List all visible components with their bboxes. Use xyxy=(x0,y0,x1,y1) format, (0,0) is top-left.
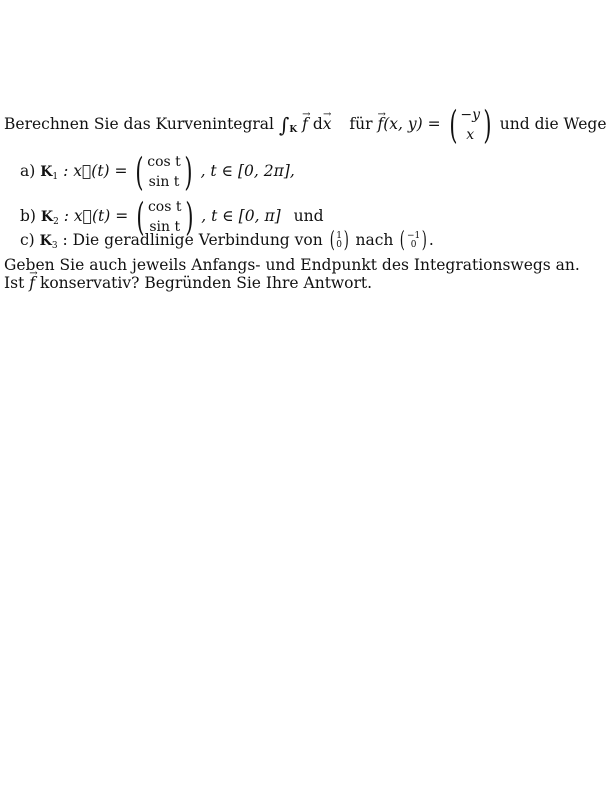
closing-line-1: Geben Sie auch jeweils Anfangs- und Endpunkt des Integrationswegs an. xyxy=(4,256,580,274)
item-b: b) $K_2$ : x⃗(t) = ( cos t sin t ) , t ∈ [0, π] und xyxy=(20,195,324,239)
item-label: b) xyxy=(20,207,36,225)
field-vector: −y x xyxy=(460,107,480,143)
vector-f: → f xyxy=(302,115,308,133)
task-intro-line: Berechnen Sie das Kurvenintegral $\int_K \to f$ d→ x für → f(x, y) = ( −y x ) und die Wege xyxy=(4,105,607,145)
vector-x: → x xyxy=(323,115,332,133)
param-range: , t ∈ [0, π] xyxy=(201,207,281,225)
param-range: , t ∈ [0, 2π], xyxy=(200,162,295,180)
item-c-text: : Die geradlinige Verbindung von xyxy=(62,231,323,249)
end-point: −1 0 xyxy=(406,231,421,250)
curve-param-lhs: : x⃗(t) = xyxy=(63,207,129,225)
differential-d: d xyxy=(312,115,323,133)
intro-suffix: und die Wege xyxy=(499,115,607,133)
curve-name: K xyxy=(40,209,54,225)
start-point: 1 0 xyxy=(336,231,342,250)
item-label: c) xyxy=(20,231,35,249)
curve-name: K xyxy=(39,233,52,249)
curve-index: 2 xyxy=(53,217,59,227)
closing-line-2: Ist → f konservativ? Begründen Sie Ihre Antwort. xyxy=(4,274,372,292)
item-c: c) $K_3$ : Die geradlinige Verbindung von ( 1 0 ) nach ( −1 0 ) . xyxy=(20,228,434,253)
integral-sign: ∫ xyxy=(278,113,290,137)
item-label: a) xyxy=(20,162,36,180)
curve-index: 1 xyxy=(52,172,59,182)
function-args: (x, y) = xyxy=(383,115,441,133)
fuer-word: für xyxy=(349,115,373,133)
nach-word: nach xyxy=(355,231,394,249)
curve-name: K xyxy=(40,164,53,180)
vector-f-def: → f xyxy=(377,115,383,133)
param-vector: cos t sin t xyxy=(147,199,182,235)
curve-param-lhs: : x⃗(t) = xyxy=(63,162,128,180)
item-a: a) $K_1$ : x⃗(t) = ( cos t sin t ) , t ∈ [0, 2π], xyxy=(20,150,295,194)
intro-prefix: Berechnen Sie das Kurvenintegral xyxy=(4,115,275,133)
param-vector: cos t sin t xyxy=(147,154,181,190)
integral-domain: K xyxy=(289,125,298,135)
curve-index: 3 xyxy=(51,241,58,251)
vector-f-question: → f xyxy=(29,274,35,292)
und-word: und xyxy=(293,207,324,225)
